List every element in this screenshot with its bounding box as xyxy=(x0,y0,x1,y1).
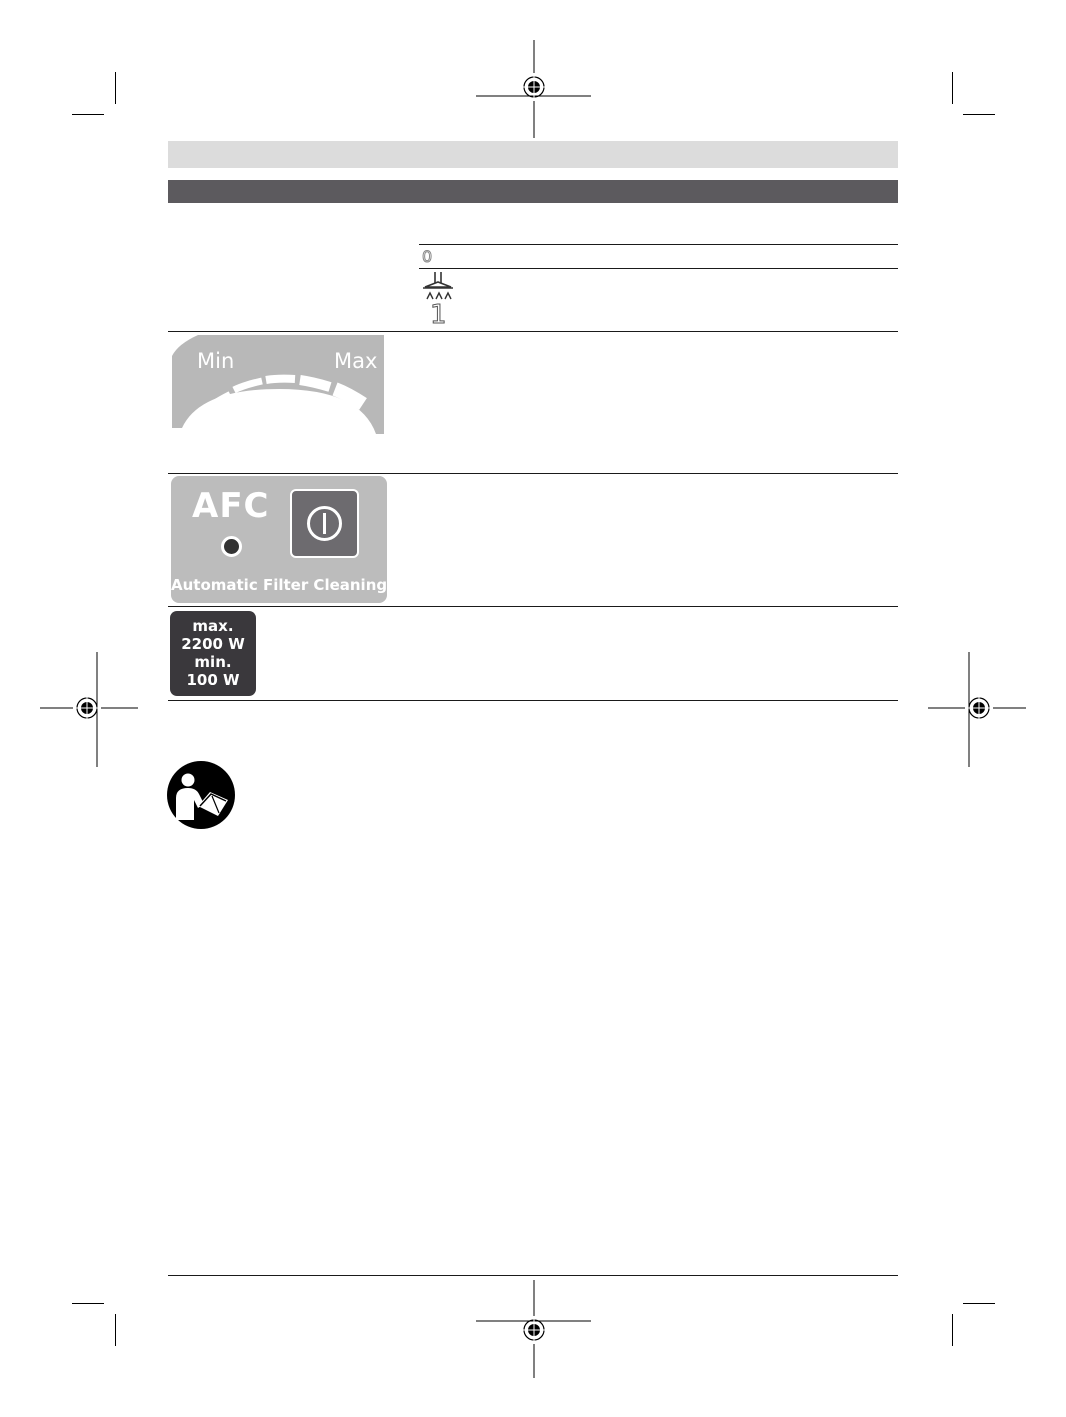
dial-max-label: Max xyxy=(334,349,378,373)
power-socket-label xyxy=(170,611,256,696)
crop-mark-icon xyxy=(963,114,995,115)
vacuum-suction-icon xyxy=(421,271,457,301)
crop-mark-icon xyxy=(72,114,104,115)
switch-position-0: 0 xyxy=(422,247,433,266)
section-rule xyxy=(168,700,898,701)
power-max-label: max. xyxy=(192,617,234,635)
crop-mark-icon xyxy=(952,72,953,104)
afc-caption: Automatic Filter Cleaning xyxy=(171,576,388,594)
crop-mark-icon xyxy=(72,1303,104,1304)
afc-indicator-led xyxy=(221,536,242,557)
section-rule xyxy=(168,606,898,607)
registration-mark-icon xyxy=(40,652,138,767)
read-manual-icon xyxy=(166,760,238,830)
registration-mark-icon xyxy=(476,40,591,138)
crop-mark-icon xyxy=(115,1314,116,1346)
power-button-icon xyxy=(292,491,357,556)
table-rule xyxy=(419,268,898,269)
crop-mark-icon xyxy=(952,1314,953,1346)
registration-mark-icon xyxy=(476,1280,591,1378)
section-rule xyxy=(168,473,898,474)
afc-power-button[interactable] xyxy=(290,489,359,558)
dial-min-label: Min xyxy=(197,349,235,373)
suction-dial xyxy=(170,334,388,436)
crop-mark-icon xyxy=(115,72,116,104)
afc-control-panel xyxy=(171,476,387,603)
footer-rule xyxy=(168,1275,898,1276)
table-rule xyxy=(419,244,898,245)
afc-title: AFC xyxy=(192,486,270,526)
power-min-value: 100 W xyxy=(186,671,240,689)
power-max-value: 2200 W xyxy=(181,635,245,653)
header-band-light xyxy=(168,141,898,168)
switch-position-1: 1 xyxy=(430,300,447,330)
section-rule xyxy=(168,331,898,332)
registration-mark-icon xyxy=(928,652,1026,767)
crop-mark-icon xyxy=(963,1303,995,1304)
header-band-dark xyxy=(168,180,898,203)
power-min-label: min. xyxy=(194,653,232,671)
